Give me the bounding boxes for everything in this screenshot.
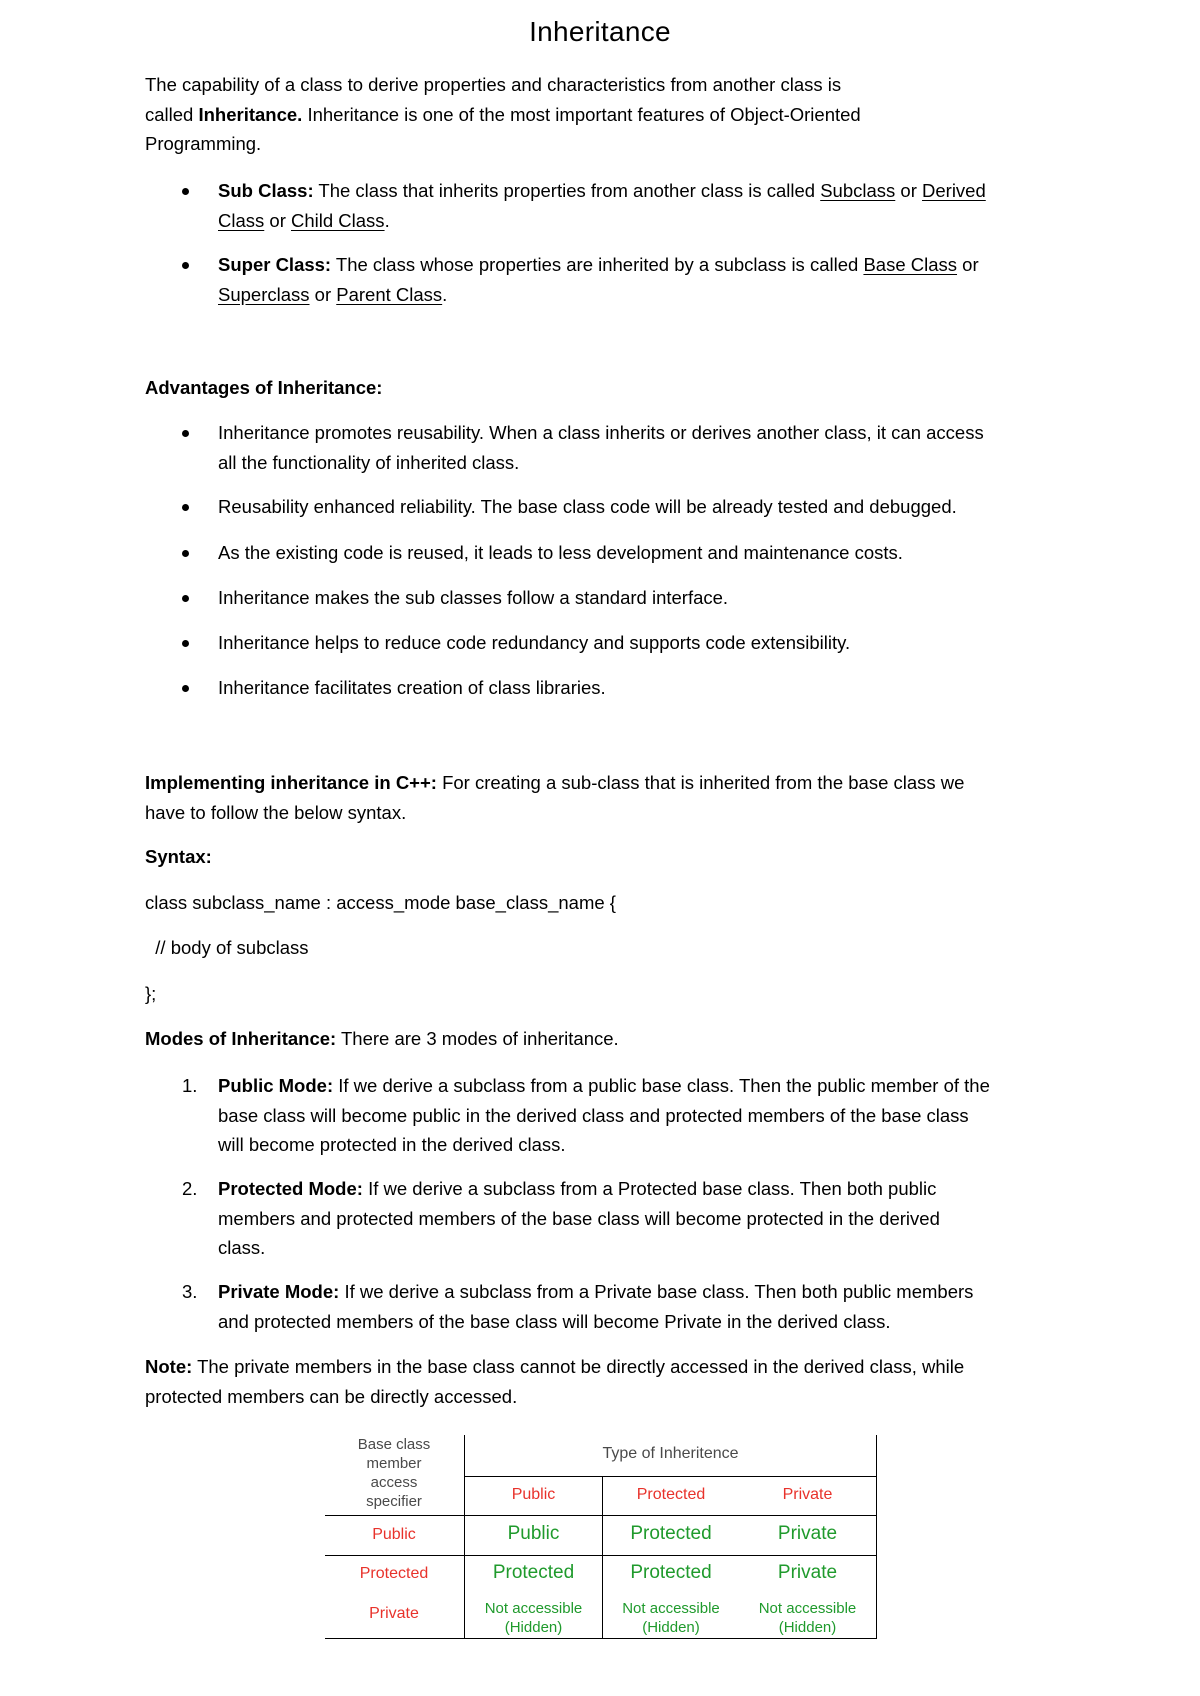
subclass-label: Sub Class: <box>218 180 314 201</box>
inheritance-term: Inheritance. <box>198 103 303 125</box>
term-subclass: Subclass <box>820 180 896 201</box>
mode-line <box>218 1174 1068 1204</box>
superclass-definition <box>218 250 1068 309</box>
implementing-label: Implementing inheritance in C++: <box>145 772 437 793</box>
row-label-protected: Protected <box>359 1565 429 1582</box>
table-divider <box>464 1476 877 1477</box>
table-divider <box>876 1435 877 1639</box>
column-header-private: Private <box>782 1486 833 1503</box>
bullet-icon <box>182 262 189 269</box>
implementing-text: For creating a sub-class that is inherited from the base class we <box>436 772 965 793</box>
bullet-icon <box>182 595 189 602</box>
table-cell: Private <box>777 1562 838 1583</box>
term-base-class: Base Class <box>863 254 958 275</box>
corner-header-line: member <box>366 1455 422 1472</box>
table-cell: Public <box>507 1523 560 1544</box>
syntax-line-2: // body of subclass <box>145 937 309 958</box>
note-text: The private members in the base class cannot be directly accessed in the derived class, while <box>192 1356 965 1377</box>
note-label: Note: <box>145 1356 193 1377</box>
table-cell <box>739 1599 876 1637</box>
mode-line: base class will become public in the derived class and protected members of the base class <box>218 1104 969 1126</box>
syntax-line-1: class subclass_name : access_mode base_class_name { <box>145 892 616 913</box>
row-label-public: Public <box>372 1526 416 1543</box>
intro-line-2 <box>145 100 1065 130</box>
type-header: Type of Inheritence <box>602 1445 739 1462</box>
list-number: 1. <box>182 1075 198 1096</box>
implementing-line-2: have to follow the below syntax. <box>145 801 407 823</box>
modes-label: Modes of Inheritance: <box>145 1028 337 1049</box>
cell-line: (Hidden) <box>642 1619 700 1636</box>
modes-paragraph <box>145 1024 1065 1054</box>
advantage-text: As the existing code is reused, it leads to less development and maintenance costs. <box>218 542 903 563</box>
superclass-line-1 <box>218 250 1068 280</box>
table-cell <box>603 1599 739 1637</box>
table-cell: Private <box>777 1523 838 1544</box>
advantage-item <box>218 538 1068 568</box>
table-cell: Protected <box>630 1562 712 1583</box>
superclass-label: Super Class: <box>218 254 332 275</box>
or-text: or <box>957 254 979 275</box>
bullet-icon <box>182 550 189 557</box>
page-title: Inheritance <box>529 16 671 47</box>
advantage-item <box>218 628 1068 658</box>
mode-line: and protected members of the base class will become Private in the derived class. <box>218 1310 891 1332</box>
mode-line <box>218 1277 1068 1307</box>
implementing-line-1 <box>145 768 1065 798</box>
mode-text: If we derive a subclass from a public base class. Then the public member of the <box>333 1075 990 1096</box>
corner-header-line: Base class <box>357 1436 431 1453</box>
mode-item-public <box>182 1071 1068 1160</box>
note-paragraph <box>145 1352 1065 1411</box>
mode-label: Protected Mode: <box>218 1178 363 1199</box>
bullet-icon <box>182 504 189 511</box>
bullet-icon <box>182 640 189 647</box>
corner-header-line: access <box>370 1474 418 1491</box>
advantage-item <box>218 583 1068 613</box>
advantage-item <box>218 492 1068 522</box>
implementing-paragraph <box>145 768 1065 827</box>
advantage-text: all the functionality of inherited class. <box>218 451 520 473</box>
term-superclass: Superclass <box>218 283 310 305</box>
intro-paragraph <box>145 70 1065 159</box>
advantage-text: Inheritance helps to reduce code redundancy and supports code extensibility. <box>218 632 851 653</box>
intro-text: called <box>145 103 199 125</box>
mode-label: Public Mode: <box>218 1075 334 1096</box>
note-line-1 <box>145 1352 1065 1382</box>
table-cell <box>465 1599 602 1637</box>
period: . <box>442 283 448 305</box>
term-derived: Derived <box>922 180 986 201</box>
cell-line: Not accessible <box>758 1600 857 1617</box>
advantage-text: Inheritance facilitates creation of class libraries. <box>218 677 606 698</box>
inheritance-access-table <box>325 1435 877 1639</box>
subclass-line-2 <box>218 206 1068 236</box>
period: . <box>384 209 390 231</box>
bullet-icon <box>182 685 189 692</box>
column-header-protected: Protected <box>636 1486 706 1503</box>
cell-line: (Hidden) <box>504 1619 563 1636</box>
note-line-2: protected members can be directly accessed. <box>145 1385 518 1407</box>
subclass-definition <box>218 176 1068 235</box>
bullet-icon <box>182 430 189 437</box>
syntax-label: Syntax: <box>145 846 212 867</box>
list-number: 3. <box>182 1281 198 1302</box>
term-parent-class: Parent Class <box>336 283 443 305</box>
modes-text: There are 3 modes of inheritance. <box>336 1028 619 1049</box>
cell-line: Not accessible <box>484 1600 583 1617</box>
subclass-line-1 <box>218 176 1068 206</box>
mode-text: If we derive a subclass from a Private base class. Then both public members <box>339 1281 974 1302</box>
list-number: 2. <box>182 1178 198 1199</box>
advantage-text: Inheritance makes the sub classes follow a standard interface. <box>218 587 729 608</box>
mode-line: members and protected members of the base class will become protected in the derived <box>218 1207 940 1229</box>
column-header-public: Public <box>511 1486 556 1503</box>
term-class: Class <box>218 209 265 231</box>
advantage-text: Reusability enhanced reliability. The base class code will be already tested and debugged. <box>218 496 957 517</box>
row-label-private: Private <box>369 1605 419 1622</box>
table-divider <box>325 1515 877 1516</box>
advantage-item <box>218 673 1068 703</box>
table-divider <box>325 1555 877 1556</box>
corner-header-line: specifier <box>366 1493 422 1510</box>
mode-item-private <box>182 1277 1068 1336</box>
intro-line-1: The capability of a class to derive properties and characteristics from another class is <box>145 74 842 95</box>
intro-line-3: Programming. <box>145 133 262 154</box>
term-child-class: Child Class <box>291 209 385 231</box>
mode-line: will become protected in the derived class. <box>218 1134 566 1155</box>
table-cell: Protected <box>630 1523 712 1544</box>
cell-line: (Hidden) <box>778 1619 837 1636</box>
mode-line: class. <box>218 1237 266 1258</box>
superclass-line-2 <box>218 280 1068 310</box>
intro-text: Inheritance is one of the most important features of Object-Oriented <box>302 103 861 125</box>
advantage-item <box>218 418 1068 477</box>
mode-item-protected <box>182 1174 1068 1263</box>
bullet-icon <box>182 188 189 195</box>
or-text: or <box>264 209 291 231</box>
syntax-line-3: }; <box>145 983 157 1004</box>
advantage-text: Inheritance promotes reusability. When a class inherits or derives another class, it can access <box>218 422 984 443</box>
mode-text: If we derive a subclass from a Protected base class. Then both public <box>362 1178 937 1199</box>
mode-label: Private Mode: <box>218 1281 340 1302</box>
or-text: or <box>895 180 923 201</box>
advantages-heading: Advantages of Inheritance: <box>145 377 383 398</box>
mode-line <box>218 1071 1068 1101</box>
or-text: or <box>309 283 337 305</box>
cell-line: Not accessible <box>622 1600 720 1617</box>
table-divider <box>325 1638 877 1639</box>
table-cell: Protected <box>492 1562 575 1583</box>
corner-header <box>325 1435 463 1511</box>
subclass-text: The class that inherits properties from another class is called <box>313 180 821 201</box>
superclass-text: The class whose properties are inherited by a subclass is called <box>331 254 864 275</box>
